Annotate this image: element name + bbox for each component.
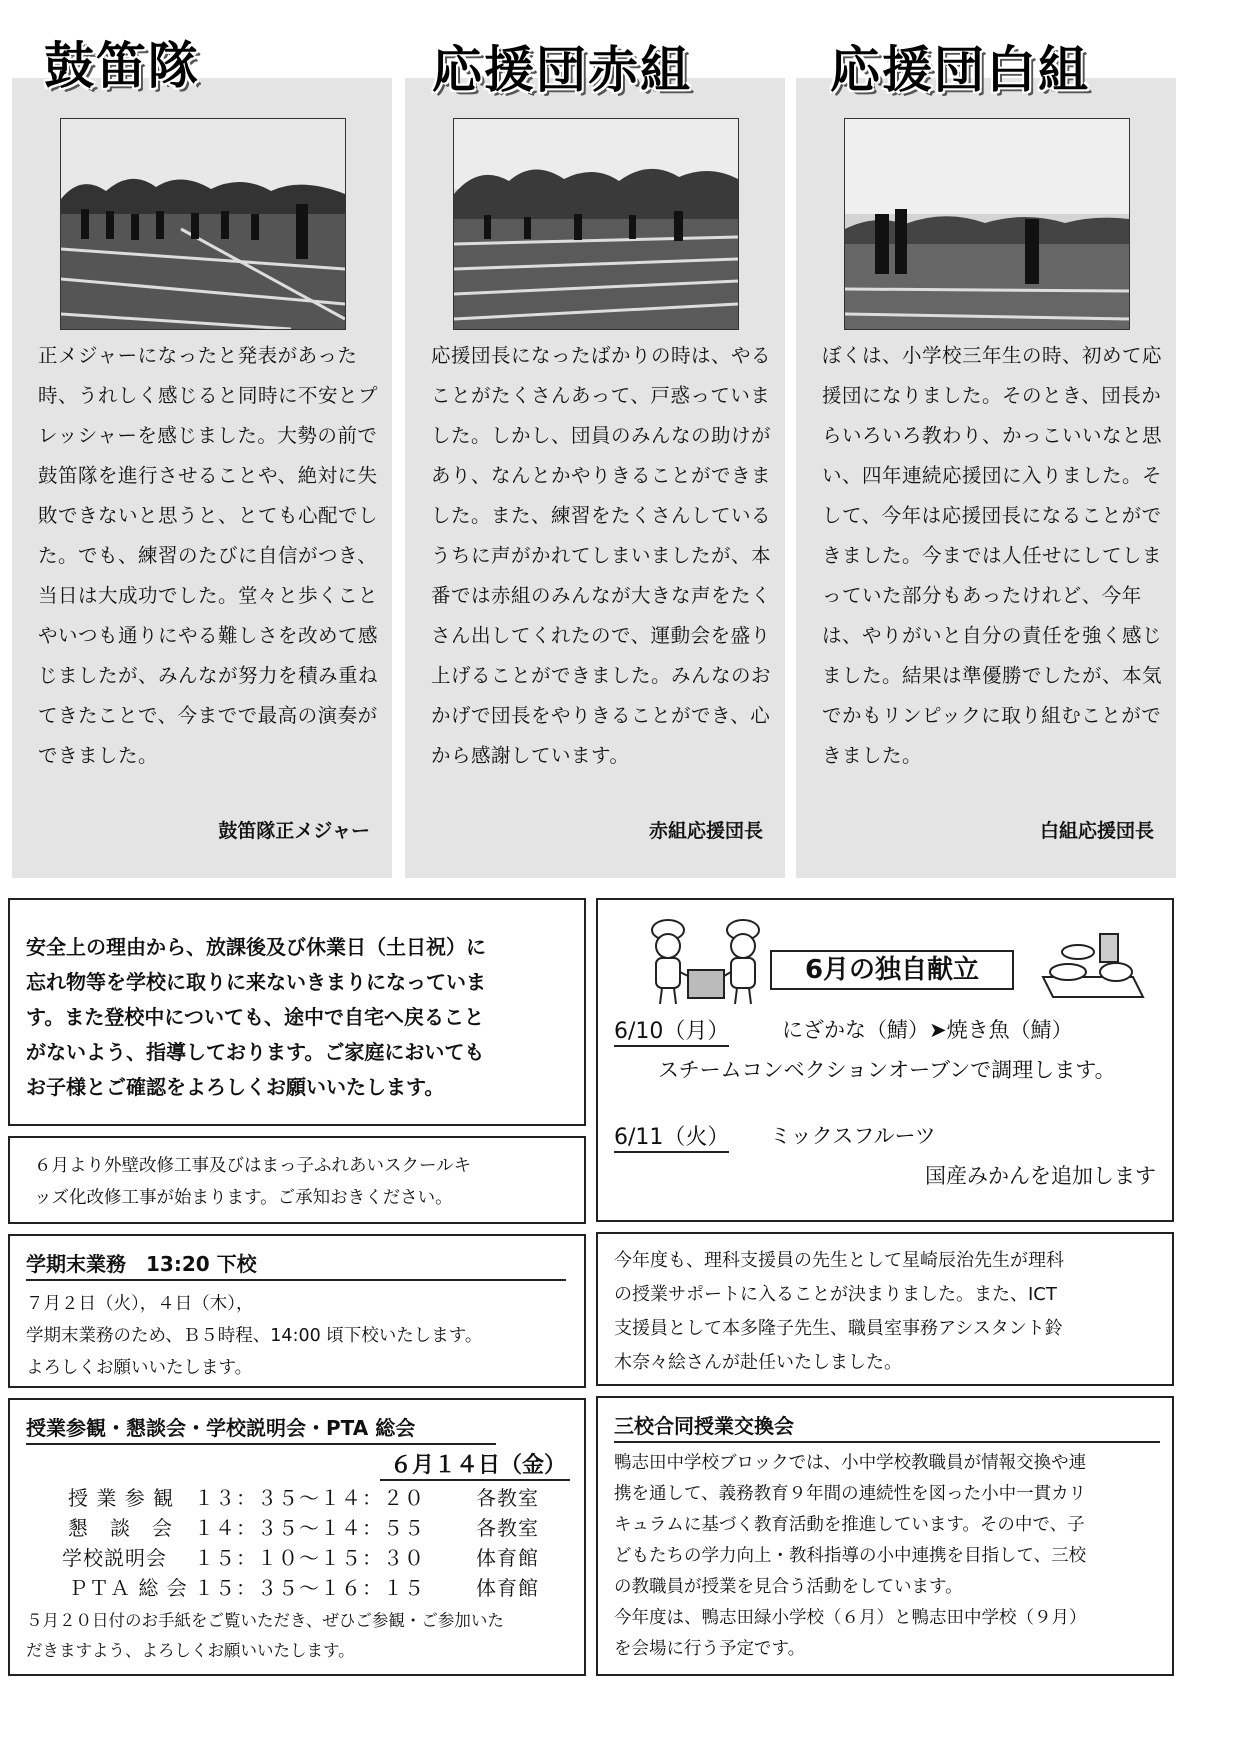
staff-notice xyxy=(596,1232,1174,1386)
events-date: ６月１４日（金） xyxy=(380,1448,570,1481)
events-schedule xyxy=(8,1398,586,1676)
menu-title: 6月の独自献立 xyxy=(770,950,1014,990)
schedule-name: 学校説明会 xyxy=(62,1546,167,1570)
column-signature: 赤組応援団長 xyxy=(648,820,763,842)
column-white-team xyxy=(796,78,1176,878)
menu-box xyxy=(596,898,1174,1222)
exchange-body: 鴨志田中学校ブロックでは、小中学校教職員が情報交換や連 携を通して、義務教育９年間の連続性を図った小中一貫カリ キュラムに基づく教育活動を推進しています。その中で、子 どもたちの学力向上・教科指導の小中連携を目指して、三校 の教職員が授業を見合う活動をしています。 今年度は、鴨志田緑小学校（６月）と鴨志田中学校（９月） を会場に行う予定です。 xyxy=(614,1453,1087,1659)
column-title-red-team: 応援団赤組 xyxy=(432,41,692,99)
term-end-title: 学期末業務 13:20 下校 xyxy=(26,1248,566,1281)
column-text: 応援団長になったばかりの時は、やることがたくさんあって、戸惑っていました。しかし、団員のみんなの助けがあり、なんとかやりきることができました。また、練習をたくさんしているうちに声がかれてしまいましたが、本番では赤組のみんなが大きな声をたくさん出してくれたので、運動会を盛り上げることができました。みんなのおかげで団長をやりきることができ、心から感謝しています。 xyxy=(431,344,772,767)
notice-construction xyxy=(8,1136,586,1224)
exchange-title: 三校合同授業交換会 xyxy=(614,1410,1160,1443)
menu-item-detail: スチームコンベクションオーブンで調理します。 xyxy=(658,1058,1116,1082)
events-title: 授業参観・懇談会・学校説明会・PTA 総会 xyxy=(26,1412,496,1445)
column-text: 正メジャーになったと発表があった時、うれしく感じると同時に不安とプレッシャーを感じました。大勢の前で鼓笛隊を進行させることや、絶対に失敗できないと思うと、とても心配でした。でも、練習のたびに自信がつき、当日は大成功でした。堂々と歩くことやいつも通りにやる難しさを改めて感じましたが、みんなが努力を積み重ねてきたことで、今までで最高の演奏ができました。 xyxy=(38,344,379,767)
events-note: ５月２０日付のお手紙をご覧いただき、ぜひご参観・ご参加いた だきますよう、よろしくお願いいたします。 xyxy=(26,1611,504,1660)
photo-red-team xyxy=(453,118,739,330)
schedule-place: 体育館 xyxy=(476,1546,539,1570)
schedule-name: 授 業 参 観 xyxy=(68,1486,175,1510)
schedule-place: 各教室 xyxy=(476,1486,539,1510)
chef-characters-illustration xyxy=(638,910,778,1010)
column-title-white-team: 応援団白組 xyxy=(830,41,1090,99)
schedule-time: １４：３５～１４：５５ xyxy=(194,1516,425,1540)
lunch-tray-illustration xyxy=(1038,922,1148,1002)
column-fife-drum xyxy=(12,78,392,878)
schedule-name: ＰＴＡ 総 会 xyxy=(68,1576,188,1600)
schedule-time: １５：３５～１６：１５ xyxy=(194,1576,425,1600)
menu-item-dish: にざかな（鯖）➤焼き魚（鯖） xyxy=(782,1018,1073,1042)
column-red-team xyxy=(405,78,785,878)
schedule-time: １５：１０～１５：３０ xyxy=(194,1546,425,1570)
column-signature: 白組応援団長 xyxy=(1039,820,1154,842)
schedule-place: 各教室 xyxy=(476,1516,539,1540)
menu-item-dish: ミックスフルーツ xyxy=(770,1124,936,1148)
column-text: ぼくは、小学校三年生の時、初めて応援団になりました。そのとき、団長からいろいろ教わり、かっこいいなと思い、四年連続応援団に入りました。そして、今年は応援団長になることができました。今までは人任せにしてしまっていた部分もあったけれど、今年は、やりがいと自分の責任を強く感じました。結果は準優勝でしたが、本気でかもリンピックに取り組むことができました。 xyxy=(822,344,1163,767)
photo-white-team xyxy=(844,118,1130,330)
photo-fife-drum-corps xyxy=(60,118,346,330)
menu-item-date: 6/11（火） xyxy=(614,1120,729,1153)
staff-notice-text: 今年度も、理科支援員の先生として星崎辰治先生が理科 の授業サポートに入ることが決まりました。また、ICT 支援員として本多隆子先生、職員室事務アシスタント鈴 木奈々絵さんが赴任いたしました。 xyxy=(614,1250,1064,1373)
term-end-body: ７月２日（火），４日（木）， 学期末業務のため、Ｂ５時程、14:00 頃下校いたします。 よろしくお願いいたします。 xyxy=(26,1294,483,1378)
menu-item-detail: 国産みかんを追加します xyxy=(925,1164,1156,1188)
column-title-fife-drum: 鼓笛隊 xyxy=(44,37,200,95)
schedule-place: 体育館 xyxy=(476,1576,539,1600)
column-signature: 鼓笛隊正メジャー xyxy=(218,820,370,842)
menu-item-date: 6/10（月） xyxy=(614,1014,729,1047)
term-end-notice xyxy=(8,1234,586,1388)
exchange-notice xyxy=(596,1396,1174,1676)
notice-safety xyxy=(8,898,586,1126)
notice-construction-text: ６月より外壁改修工事及びはまっ子ふれあいスクールキ ッズ化改修工事が始まります。ご承知おきください。 xyxy=(34,1156,472,1208)
notice-safety-text: 安全上の理由から、放課後及び休業日（土日祝）に 忘れ物等を学校に取りに来ないきまりになっていま す。また登校中についても、途中で自宅へ戻ること がないよう、指導しております。ご家庭においても お子様とご確認をよろしくお願いいたします。 xyxy=(26,935,486,1099)
schedule-name: 懇 談 会 xyxy=(68,1516,173,1540)
schedule-time: １３：３５～１４：２０ xyxy=(194,1486,425,1510)
